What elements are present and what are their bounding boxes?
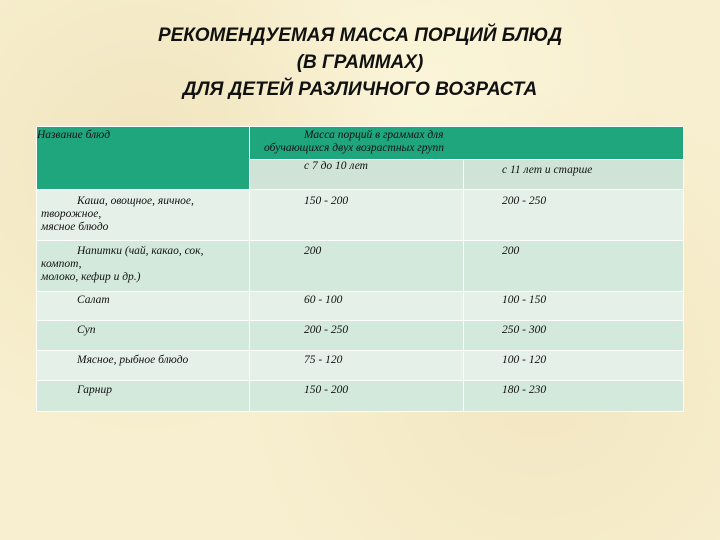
dish-line-3: молоко, кефир и др.) — [41, 271, 141, 283]
age1-value: 200 — [304, 245, 322, 257]
dish-cell — [37, 241, 250, 292]
age1-cell — [250, 241, 464, 292]
header-portion-mass-cell — [250, 127, 684, 160]
header-age-group-1-cell — [250, 160, 464, 190]
dish-line-2: творожное, — [41, 208, 102, 220]
header-dish-name-cell — [37, 127, 250, 190]
age1-value: 200 - 250 — [304, 324, 349, 336]
dish-value: Салат — [77, 294, 110, 306]
header-age-group-2-cell — [464, 160, 684, 190]
age2-value: 200 - 250 — [502, 195, 547, 207]
age2-value: 100 - 120 — [502, 354, 547, 366]
age1-value: 150 - 200 — [304, 384, 349, 396]
header-age-group-1: с 7 до 10 лет — [304, 160, 368, 172]
age2-value: 250 - 300 — [502, 324, 547, 336]
age1-value: 60 - 100 — [304, 294, 343, 306]
age2-cell — [464, 381, 684, 412]
dish-value: Гарнир — [77, 384, 112, 396]
table-row — [37, 321, 684, 351]
age2-value: 180 - 230 — [502, 384, 547, 396]
page-title — [0, 22, 720, 103]
dish-line-1: Напитки (чай, какао, сок, — [77, 245, 204, 257]
dish-line-2: компот, — [41, 258, 82, 270]
age1-cell — [250, 351, 464, 381]
dish-cell — [37, 321, 250, 351]
dish-cell — [37, 292, 250, 321]
age1-cell — [250, 381, 464, 412]
dish-cell — [37, 381, 250, 412]
dish-line-1: Каша, овощное, яичное, — [77, 195, 194, 207]
header-portion-mass-line1: Масса порций в граммах для — [304, 129, 444, 141]
age1-cell — [250, 190, 464, 241]
dish-value: Мясное, рыбное блюдо — [77, 354, 189, 366]
age2-value: 200 — [502, 245, 520, 257]
header-age-group-2: с 11 лет и старше — [502, 164, 593, 176]
table-header-row — [37, 127, 684, 160]
title-line-3: ДЛЯ ДЕТЕЙ РАЗЛИЧНОГО ВОЗРАСТА — [182, 79, 538, 100]
age2-cell — [464, 321, 684, 351]
table-row — [37, 190, 684, 241]
header-portion-mass-line2: обучающихся двух возрастных групп — [264, 142, 444, 154]
age1-value: 75 - 120 — [304, 354, 343, 366]
age2-cell — [464, 241, 684, 292]
age2-value: 100 - 150 — [502, 294, 547, 306]
table-row — [37, 351, 684, 381]
table-row — [37, 381, 684, 412]
header-dish-name: Название блюд — [37, 129, 111, 141]
age1-value: 150 - 200 — [304, 195, 349, 207]
table-row — [37, 241, 684, 292]
dish-value: Суп — [77, 324, 96, 336]
title-line-1: РЕКОМЕНДУЕМАЯ МАССА ПОРЦИЙ БЛЮД — [157, 25, 563, 46]
dish-line-3: мясное блюдо — [41, 221, 109, 233]
age1-cell — [250, 321, 464, 351]
age1-cell — [250, 292, 464, 321]
dish-cell — [37, 351, 250, 381]
age2-cell — [464, 292, 684, 321]
title-line-2: (В ГРАММАХ) — [296, 52, 424, 73]
age2-cell — [464, 190, 684, 241]
portion-table — [36, 126, 684, 412]
table-row — [37, 292, 684, 321]
age2-cell — [464, 351, 684, 381]
dish-cell — [37, 190, 250, 241]
